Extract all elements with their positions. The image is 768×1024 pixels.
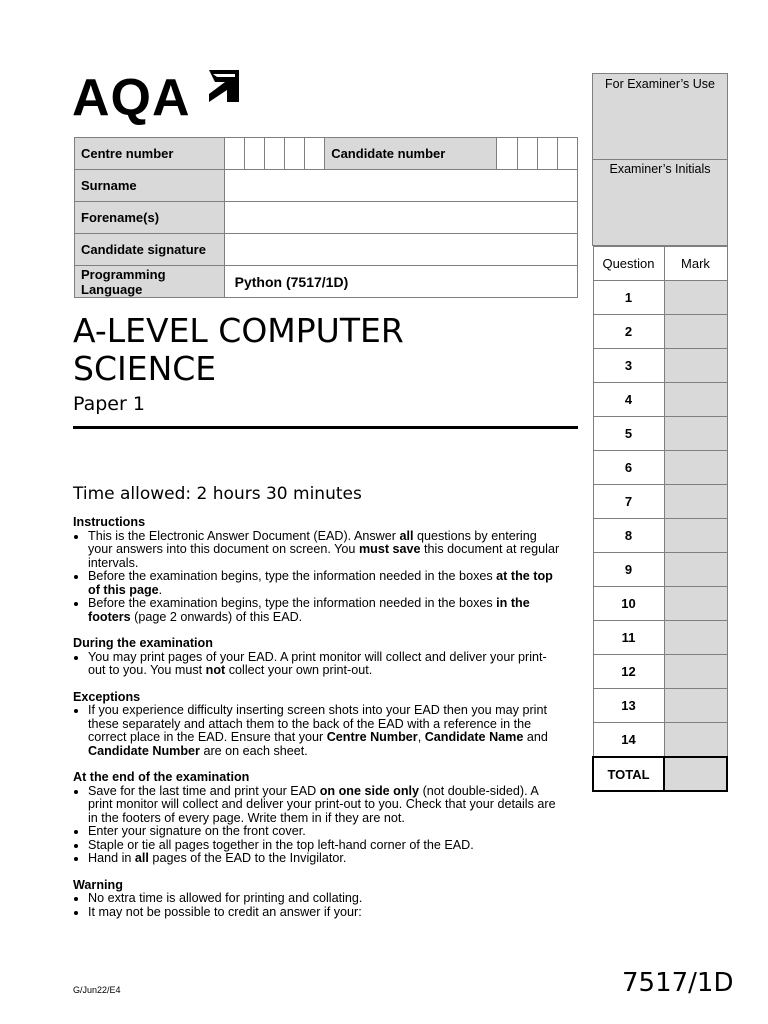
instructions-block xyxy=(73,516,563,919)
mark-cell[interactable] xyxy=(664,519,727,553)
table-row xyxy=(593,655,727,689)
centre-number-box[interactable] xyxy=(264,138,284,170)
question-number: 10 xyxy=(593,587,664,621)
list-item: • Before the examination begins, type the information needed in the boxes in the footers (page 2 onwards) of this EAD. xyxy=(88,597,563,624)
marks-table xyxy=(592,246,728,792)
mark-cell[interactable] xyxy=(664,553,727,587)
for-examiners-use: For Examiner’s Use xyxy=(592,73,728,160)
mark-cell[interactable] xyxy=(664,383,727,417)
list-item: • You may print pages of your EAD. A print monitor will collect and deliver your print-out to you. You must not collect your own print-out. xyxy=(88,651,563,678)
table-row xyxy=(593,485,727,519)
table-row xyxy=(593,587,727,621)
table-row xyxy=(593,689,727,723)
centre-number-box[interactable] xyxy=(305,138,325,170)
examiners-initials: Examiner’s Initials xyxy=(592,160,728,246)
footer-code: G/Jun22/E4 xyxy=(73,985,121,995)
candidate-number-box[interactable] xyxy=(557,138,577,170)
table-row xyxy=(593,723,727,758)
title-divider xyxy=(73,426,578,429)
list-item: • Save for the last time and print your EAD on one side only (not double-sided). A print monitor will collect and deliver your print-out to you. Check that your details are in the footers of every page. Write them in if they are not. xyxy=(88,785,563,826)
programming-language-value: Python (7517/1D) xyxy=(224,266,577,298)
question-number: 5 xyxy=(593,417,664,451)
during-heading: During the examination xyxy=(73,636,213,650)
list-item: • Enter your signature on the front cover. xyxy=(88,825,563,839)
paper-number: Paper 1 xyxy=(73,393,145,415)
warning-heading: Warning xyxy=(73,877,123,892)
list-item: • Before the examination begins, type the information needed in the boxes at the top of this page. xyxy=(88,570,563,597)
centre-number-box[interactable] xyxy=(224,138,244,170)
question-number: 2 xyxy=(593,315,664,349)
total-mark-cell[interactable] xyxy=(664,757,727,791)
table-row xyxy=(593,383,727,417)
table-row xyxy=(593,315,727,349)
candidate-signature-field[interactable] xyxy=(224,234,577,266)
table-row xyxy=(593,621,727,655)
question-number: 11 xyxy=(593,621,664,655)
mark-cell[interactable] xyxy=(664,485,727,519)
list-item: • Hand in all pages of the EAD to the Invigilator. xyxy=(88,852,563,866)
surname-field[interactable] xyxy=(224,170,577,202)
programming-language-label: Programming Language xyxy=(75,266,225,298)
table-row xyxy=(593,519,727,553)
candidate-number-box[interactable] xyxy=(537,138,557,170)
candidate-signature-label: Candidate signature xyxy=(75,234,225,266)
question-number: 12 xyxy=(593,655,664,689)
total-label: TOTAL xyxy=(593,757,664,791)
mark-cell[interactable] xyxy=(664,689,727,723)
mark-cell[interactable] xyxy=(664,281,727,315)
paper-code: 7517/1D xyxy=(622,968,734,998)
mark-cell[interactable] xyxy=(664,723,727,758)
mark-header: Mark xyxy=(664,247,727,281)
examiner-panel xyxy=(592,73,728,792)
question-number: 6 xyxy=(593,451,664,485)
mark-cell[interactable] xyxy=(664,451,727,485)
table-row xyxy=(593,451,727,485)
list-item: • Staple or tie all pages together in the top left-hand corner of the EAD. xyxy=(88,839,563,853)
question-number: 14 xyxy=(593,723,664,758)
list-item: • It may not be possible to credit an answer if your: xyxy=(88,906,563,920)
list-item: • If you experience difficulty inserting screen shots into your EAD then you may print these separately and attach them to the back of the EAD with a reference in the correct place in the EAD. Ensure that your Centre Number, Candidate Name and Candidate Number are on each sheet. xyxy=(88,704,563,758)
table-row xyxy=(593,281,727,315)
centre-number-box[interactable] xyxy=(244,138,264,170)
table-row xyxy=(593,417,727,451)
exam-title: A-LEVEL COMPUTER SCIENCE xyxy=(73,311,404,388)
warning-list xyxy=(73,892,563,919)
during-list xyxy=(73,651,563,678)
forenames-label: Forename(s) xyxy=(75,202,225,234)
question-header: Question xyxy=(593,247,664,281)
mark-cell[interactable] xyxy=(664,315,727,349)
end-heading: At the end of the examination xyxy=(73,770,250,784)
table-row xyxy=(593,349,727,383)
question-number: 13 xyxy=(593,689,664,723)
exceptions-heading: Exceptions xyxy=(73,689,141,704)
end-list xyxy=(73,785,563,866)
list-item: • This is the Electronic Answer Document (EAD). Answer all questions by entering your answers into this document on screen. You must save this document at regular intervals. xyxy=(88,530,563,571)
candidate-number-box[interactable] xyxy=(497,138,517,170)
centre-number-box[interactable] xyxy=(284,138,304,170)
mark-cell[interactable] xyxy=(664,417,727,451)
forenames-field[interactable] xyxy=(224,202,577,234)
logo-text: AQA xyxy=(72,69,191,127)
question-number: 1 xyxy=(593,281,664,315)
mark-cell[interactable] xyxy=(664,621,727,655)
candidate-number-box[interactable] xyxy=(517,138,537,170)
mark-cell[interactable] xyxy=(664,349,727,383)
time-allowed: Time allowed: 2 hours 30 minutes xyxy=(73,484,362,504)
question-number: 3 xyxy=(593,349,664,383)
instructions-list xyxy=(73,530,563,625)
exceptions-list xyxy=(73,704,563,758)
aqa-logo xyxy=(72,66,242,126)
question-number: 9 xyxy=(593,553,664,587)
question-number: 7 xyxy=(593,485,664,519)
mark-cell[interactable] xyxy=(664,655,727,689)
question-number: 8 xyxy=(593,519,664,553)
centre-number-label: Centre number xyxy=(75,138,225,170)
table-row xyxy=(593,553,727,587)
mark-cell[interactable] xyxy=(664,587,727,621)
instructions-heading: Instructions xyxy=(73,515,146,529)
question-number: 4 xyxy=(593,383,664,417)
aqa-logo-mark-icon xyxy=(205,68,241,104)
surname-label: Surname xyxy=(75,170,225,202)
candidate-number-label: Candidate number xyxy=(325,138,497,170)
candidate-details-table xyxy=(74,137,578,298)
list-item: • No extra time is allowed for printing and collating. xyxy=(88,892,563,906)
